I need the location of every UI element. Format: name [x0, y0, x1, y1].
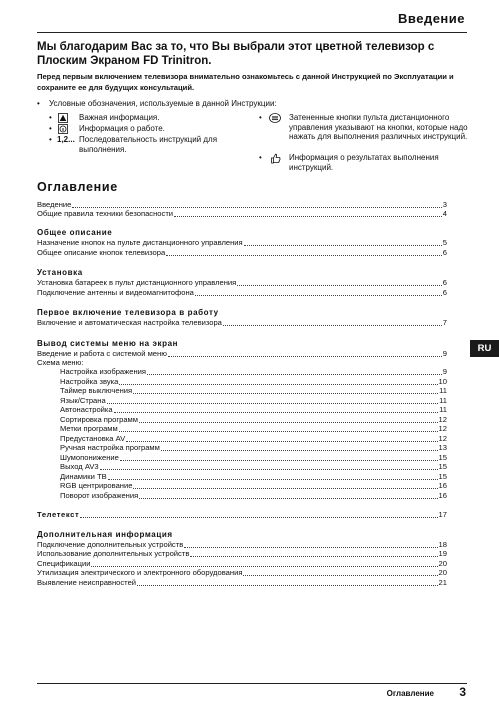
symbol-item-remote-buttons: • Затененные кнопки пульта дистанционного управления указывают на кнопки, которые надо нажать для выполнения различных инструкций. — [259, 113, 468, 141]
remote-buttons-icon — [269, 113, 281, 123]
toc-section-heading: Дополнительная информация — [37, 530, 173, 539]
toc-sub-entry[interactable]: Таймер выключения 11 — [60, 386, 447, 395]
page-header-title: Введение — [398, 11, 465, 26]
toc-sub-entry[interactable]: Сортировка программ 12 — [60, 415, 447, 424]
symbol-item-sequence: • 1,2... Последовательность инструкций для выполнения. — [49, 135, 249, 157]
toc-sub-entry[interactable]: Язык/Страна 11 — [60, 396, 447, 405]
toc-entry[interactable]: Включение и автоматическая настройка телевизора 7 — [37, 318, 447, 327]
menu-scheme-label: Схема меню: — [37, 358, 84, 367]
language-tab: RU — [470, 340, 499, 357]
toc-sub-entry[interactable]: Настройка изображения 9 — [60, 367, 447, 376]
toc-sub-entry[interactable]: Выход AV3 15 — [60, 462, 447, 471]
toc-section-heading: Вывод системы меню на экран — [37, 339, 179, 348]
toc-entry[interactable]: Подключение дополнительных устройств 18 — [37, 540, 447, 549]
toc-section-heading: Установка — [37, 268, 83, 277]
toc-sub-entry[interactable]: RGB центрирование 16 — [60, 481, 447, 490]
conventions-line — [37, 99, 277, 108]
footer-label: Оглавление — [386, 689, 434, 698]
toc-sub-entry[interactable]: Автонастройка 11 — [60, 405, 447, 414]
toc-entry[interactable]: Утилизация электрического и электронного оборудования 20 — [37, 568, 447, 577]
toc-entry[interactable]: Выявление неисправностей 21 — [37, 578, 447, 587]
toc-entry[interactable]: Введение и работа с системой меню 9 — [37, 349, 447, 358]
footer-rule — [37, 683, 467, 684]
toc-title: Оглавление — [37, 180, 118, 194]
symbol-item-info: • Информация о работе. — [49, 124, 249, 136]
toc-entry-teletext[interactable]: Телетекст 17 — [37, 510, 447, 519]
toc-sub-entry[interactable]: Предустановка AV 12 — [60, 434, 447, 443]
symbol-text: Затененные кнопки пульта дистанционного управления указывают на кнопки, которые надо нажать для выполнения различных инструкций. — [289, 113, 468, 141]
thumbs-up-icon — [269, 153, 281, 163]
page-number: 3 — [459, 685, 466, 699]
symbol-text: Информация о работе. — [79, 124, 165, 133]
toc-sub-entry[interactable]: Ручная настройка программ 13 — [60, 443, 447, 452]
symbol-item-important: • Важная информация. — [49, 113, 249, 125]
toc-sub-entry[interactable]: Поворот изображения 16 — [60, 491, 447, 500]
intro-note: Перед первым включением телевизора внимательно ознакомьтесь с данной Инструкцией по Эксплуатации и сохраните ее для будущих консультаций. — [37, 72, 454, 92]
bullet: • — [37, 99, 40, 108]
header-rule — [37, 32, 467, 33]
symbol-text: Последовательность инструкций для выполнения. — [79, 135, 218, 154]
info-icon — [58, 124, 68, 134]
toc-entry[interactable]: Общее описание кнопок телевизора 6 — [37, 248, 447, 257]
toc-entry[interactable]: Спецификации 20 — [37, 559, 447, 568]
symbol-text: Информация о результатах выполнения инструкций. — [289, 153, 439, 172]
toc-entry[interactable]: Подключение антенны и видеомагнитофона 6 — [37, 288, 447, 297]
warning-icon — [58, 113, 68, 123]
intro-title: Мы благодарим Вас за то, что Вы выбрали этот цветной телевизор с Плоским Экраном FD Trinitron. — [37, 41, 435, 67]
toc-sub-entry[interactable]: Шумопонижение 15 — [60, 453, 447, 462]
sequence-marker: 1,2... — [57, 135, 75, 144]
toc-section-heading: Общее описание — [37, 228, 113, 237]
toc-entry[interactable]: Установка батареек в пульт дистанционного управления 6 — [37, 278, 447, 287]
toc-sub-entry[interactable]: Метки программ 12 — [60, 424, 447, 433]
conventions-label: Условные обозначения, используемые в данной Инструкции: — [49, 99, 277, 108]
symbol-text: Важная информация. — [79, 113, 160, 122]
toc-sub-entry[interactable]: Настройка звука 10 — [60, 377, 447, 386]
toc-entry[interactable]: Использование дополнительных устройств 19 — [37, 549, 447, 558]
toc-entry[interactable]: Общие правила техники безопасности 4 — [37, 209, 447, 218]
symbol-item-result: • Информация о результатах выполнения инструкций. — [259, 153, 469, 175]
toc-section-heading: Первое включение телевизора в работу — [37, 308, 219, 317]
toc-entry[interactable]: Введение 3 — [37, 200, 447, 209]
toc-entry[interactable]: Назначение кнопок на пульте дистанционного управления 5 — [37, 238, 447, 247]
toc-sub-entry[interactable]: Динамики ТВ 15 — [60, 472, 447, 481]
